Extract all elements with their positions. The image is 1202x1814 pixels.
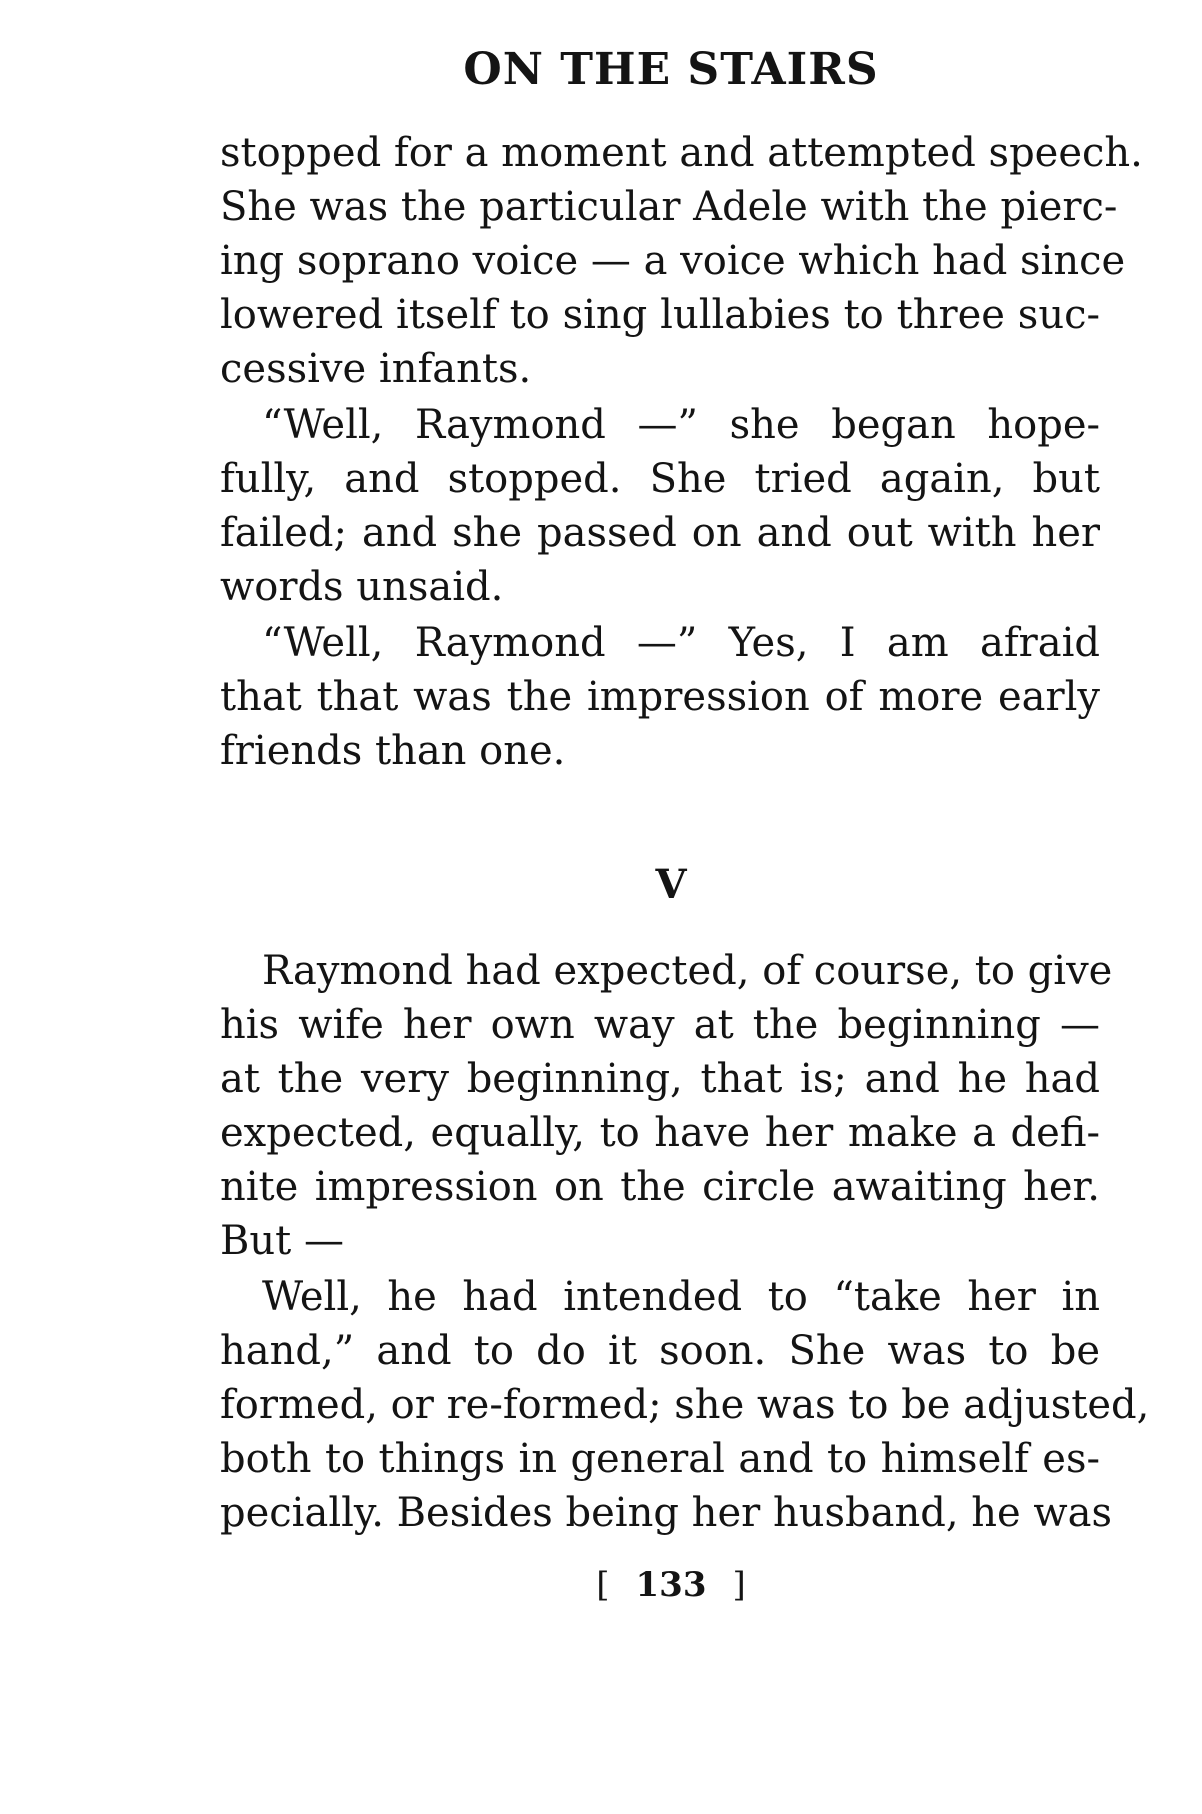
text-line: ing soprano voice — a voice which had since [220, 238, 1126, 284]
text-line: “Well, Raymond —” Yes, I am afraid [262, 620, 1100, 666]
page-number-folio [0, 1562, 1202, 1608]
text-line: Well, he had intended to “take her in [262, 1274, 1100, 1320]
text-line: pecially. Besides being her husband, he was [220, 1490, 1113, 1536]
text-line: his wife her own way at the beginning — [220, 1002, 1100, 1048]
text-line: nite impression on the circle awaiting her. [220, 1164, 1100, 1210]
folio-close-bracket: ] [732, 1565, 746, 1605]
text-line: failed; and she passed on and out with her [220, 510, 1100, 556]
folio-open-bracket: [ [596, 1565, 610, 1605]
running-head: ON THE STAIRS [463, 44, 879, 95]
text-line: “Well, Raymond —” she began hope- [262, 402, 1100, 448]
text-line: friends than one. [220, 728, 566, 774]
text-line: expected, equally, to have her make a defi- [220, 1110, 1100, 1156]
text-line: She was the particular Adele with the pierc- [220, 184, 1118, 230]
text-line: words unsaid. [220, 564, 504, 610]
text-line: stopped for a moment and attempted speech. [220, 130, 1143, 176]
text-line: cessive infants. [220, 346, 532, 392]
text-line: But — [220, 1218, 344, 1264]
page-number: 133 [635, 1565, 707, 1605]
text-line: at the very beginning, that is; and he had [220, 1056, 1100, 1102]
text-line: formed, or re-formed; she was to be adjusted, [220, 1382, 1150, 1428]
section-heading: V [655, 861, 687, 908]
text-line: both to things in general and to himself es- [220, 1436, 1100, 1482]
text-line: fully, and stopped. She tried again, but [220, 456, 1100, 502]
text-line: hand,” and to do it soon. She was to be [220, 1328, 1100, 1374]
text-line: Raymond had expected, of course, to give [262, 948, 1113, 994]
text-line: lowered itself to sing lullabies to three suc- [220, 292, 1100, 338]
text-line: that that was the impression of more early [220, 674, 1100, 720]
